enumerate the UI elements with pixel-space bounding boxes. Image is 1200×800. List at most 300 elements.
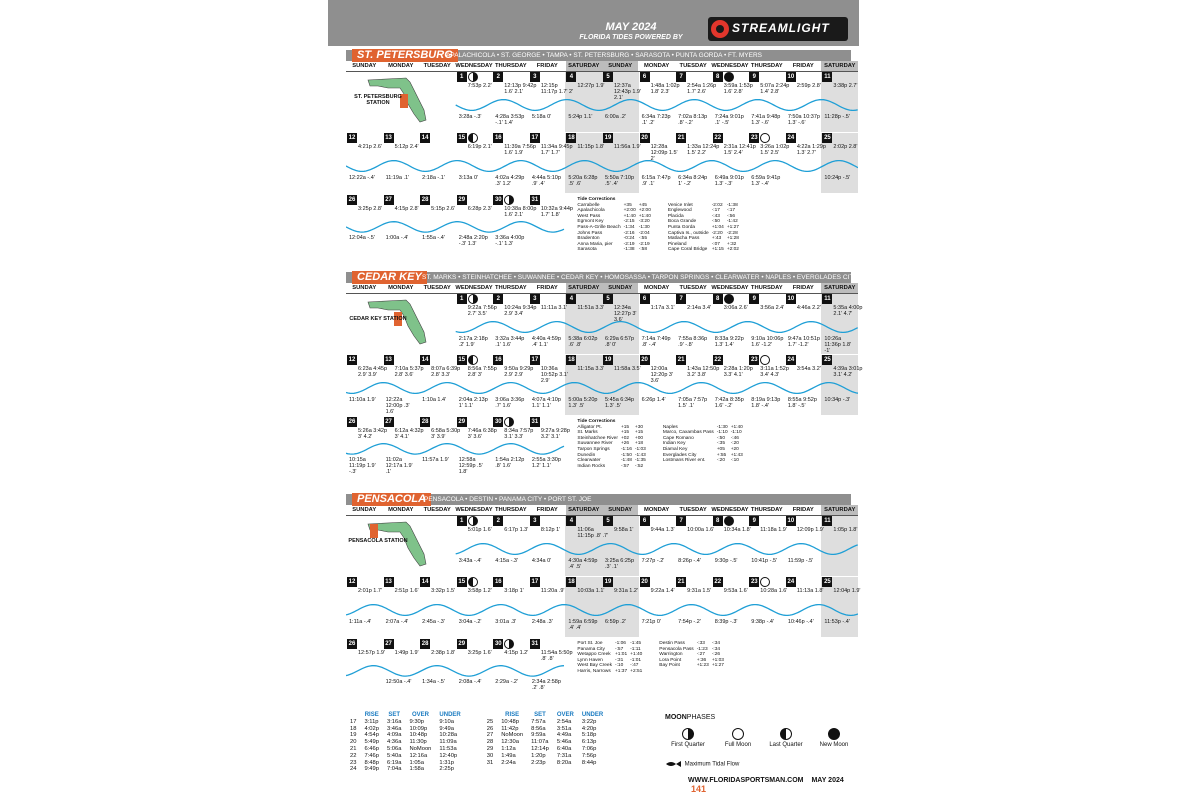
high-tide-time: 4:22a 1:29p 1.3' 2.7' xyxy=(796,144,826,156)
weekday-label: TUESDAY xyxy=(423,63,451,69)
date-box: 6 xyxy=(640,294,650,304)
date-box: 16 xyxy=(494,357,502,363)
footer-date: MAY 2024 xyxy=(811,777,844,784)
correction-cell: -1:45 xyxy=(630,641,642,646)
date-box: 6 xyxy=(640,72,650,82)
correction-cell: Egmont Key xyxy=(577,219,604,225)
high-tide-time: 11:15a 3.3' xyxy=(577,366,605,372)
correction-cell: -2:19 xyxy=(623,241,635,247)
moon-times-cell: 2:25p xyxy=(439,766,454,773)
moon-times-cell: 5:49p xyxy=(364,739,379,746)
low-tide-time: 4:44a 5:10p .9' .4' xyxy=(531,175,561,187)
max-flow-label: Maximum Tidal Flow xyxy=(684,761,740,768)
correction-cell: -:56 xyxy=(726,213,736,219)
correction-cell: -:55 xyxy=(638,236,648,242)
moon-times-column-header: RISE xyxy=(364,712,379,718)
weekday-label: TUESDAY xyxy=(679,63,707,69)
weekday-label: WEDNESDAY xyxy=(455,63,493,69)
high-tide-time: 4:21p 2.6' xyxy=(358,144,382,150)
weekday-label: FRIDAY xyxy=(536,63,558,69)
column-gap xyxy=(465,739,483,746)
moon-times-cell: 7:46p xyxy=(364,752,379,759)
high-tide-time: 12:27p 1.9' xyxy=(577,83,605,89)
full-moon-item xyxy=(715,728,761,748)
moon-phase-icon xyxy=(468,355,478,365)
high-tide-time: 4:46a 2.2' xyxy=(796,305,821,311)
date-box: 9 xyxy=(749,72,759,82)
low-tide-time: 8:33a 9:22p 1.3' 1.4' xyxy=(714,336,744,348)
high-tide-time: 2:51p 1.6' xyxy=(394,588,419,594)
weekday-label: TUESDAY xyxy=(423,285,451,291)
date-box: 13 xyxy=(385,135,392,141)
low-tide-time: 7:42a 8:35p 1.6' -.2' xyxy=(714,397,744,409)
low-tide-time: 10:24p -.5' xyxy=(824,175,851,181)
date-box: 3 xyxy=(530,294,540,304)
high-tide-time: 4:15p 2.8' xyxy=(394,206,419,212)
correction-cell: -:26 xyxy=(711,652,721,658)
correction-cell: Johns Pass xyxy=(577,230,603,236)
high-tide-time: 1:49p 1.9' xyxy=(394,650,419,656)
correction-cell: +2:00 xyxy=(623,208,636,214)
section-towns: ST. MARKS • STEINHATCHEE • SUWANNEE • CEDAR KEY • HOMOSASSA • TARPON SPRINGS • CLEARWATER • NAPLES • EVERGLADES CITY xyxy=(422,274,858,281)
weekday-label: FRIDAY xyxy=(536,507,558,513)
correction-cell: Matlacha Pass xyxy=(667,236,700,242)
last-quarter-item xyxy=(763,728,809,748)
low-tide-time: 2:29a -.2' xyxy=(495,679,519,685)
high-tide-time: 3:11a 1:52p 3.4' 4.3' xyxy=(760,366,789,378)
high-tide-time: 2:59p 2.8' xyxy=(796,83,821,89)
date-box: 31 xyxy=(531,641,539,647)
correction-cell: Marco, Caxambas Pass xyxy=(662,430,714,436)
weekday-label: FRIDAY xyxy=(792,63,814,69)
correction-cell: Bradenton xyxy=(577,236,600,242)
low-tide-time: 4:07a 4:10p 1.1' 1.1' xyxy=(531,397,561,409)
tide-week-row xyxy=(346,577,861,637)
station-label: PENSACOLA STATION xyxy=(348,538,408,544)
correction-cell: Wetappo Creek xyxy=(577,652,611,658)
correction-cell: Bay Point xyxy=(659,663,680,669)
high-tide-time: 9:58a 1' xyxy=(614,527,634,533)
high-tide-time: 4:15p 1.2' xyxy=(504,650,529,656)
moon-times-cell: 9:59a xyxy=(531,732,546,739)
column-gap xyxy=(465,732,483,739)
correction-cell: -:20 xyxy=(716,458,726,464)
weekday-label: WEDNESDAY xyxy=(455,285,493,291)
top-banner xyxy=(328,0,859,46)
high-tide-time: 3:38p 2.7' xyxy=(833,83,858,89)
moon-times-cell: 4:54p xyxy=(364,732,379,739)
high-tide-time: 9:31a 1.5' xyxy=(687,588,712,594)
moon-times-cell: 5:06a xyxy=(386,745,402,752)
weekday-label: MONDAY xyxy=(644,285,670,291)
weekday-label: THURSDAY xyxy=(750,63,783,69)
column-gap xyxy=(465,726,483,733)
date-box: 18 xyxy=(568,357,575,363)
moon-times-cell: 2:54a xyxy=(556,718,572,725)
moon-phases-title-b: PHASES xyxy=(686,714,716,721)
correction-cell: Boca Grande xyxy=(667,219,697,225)
correction-cell: +1:03 xyxy=(711,657,724,663)
high-tide-time: 11:34a 9:45p 1.7' 1.7' xyxy=(540,144,573,156)
page-number: 141 xyxy=(691,784,707,794)
weekday-label: WEDNESDAY xyxy=(711,285,749,291)
correction-cell: -:34 xyxy=(711,646,721,652)
correction-row xyxy=(577,247,742,253)
high-tide-time: 9:22a 1.4' xyxy=(650,588,675,594)
station-label: CEDAR KEY STATION xyxy=(349,316,407,322)
moon-times-column-header: SET xyxy=(388,712,401,718)
date-box: 8 xyxy=(713,294,723,304)
high-tide-time: 11:58a 3.5' xyxy=(614,366,641,372)
high-tide-time: 10:00a 1.6' xyxy=(687,527,715,533)
correction-cell: -2:28 xyxy=(726,230,738,236)
moon-times-cell: 6:13p xyxy=(581,739,597,746)
tide-wave-line xyxy=(456,322,858,333)
tide-corrections xyxy=(577,197,742,253)
correction-cell: +2:00 xyxy=(638,208,651,214)
issue-subtitle: FLORIDA TIDES POWERED BY xyxy=(579,34,683,41)
weekday-label: MONDAY xyxy=(388,507,414,513)
high-tide-time: 3:25p 1.6' xyxy=(467,650,492,656)
low-tide-time: 7:14a 7:49p .8' -.4' xyxy=(641,336,671,348)
date-box: 25 xyxy=(824,135,831,141)
moon-times-cell: 11:09a xyxy=(439,739,457,746)
moon-times-cell: 12:14p xyxy=(531,745,549,752)
low-tide-time: 5:38a 6:02p .6' .8' xyxy=(568,336,598,348)
high-tide-time: 1:33a 12:24p 1.5' 2.2' xyxy=(687,144,720,156)
sponsor-name: STREAMLIGHT xyxy=(732,21,830,35)
correction-cell: +26 xyxy=(620,441,630,447)
moon-times-cell: 8:44p xyxy=(581,759,597,766)
correction-cell: +20 xyxy=(730,446,739,452)
full-moon-icon xyxy=(732,728,744,740)
correction-cell: Punta Gorda xyxy=(667,224,696,230)
date-box: 28 xyxy=(421,419,429,425)
high-tide-time: 9:50a 9:29p 2.9' 2.9' xyxy=(504,366,534,378)
moon-times-cell: 9:49a xyxy=(439,725,454,732)
high-tide-time: 11:06a 11:15p .8' .7' xyxy=(577,527,609,539)
moon-phases-legend xyxy=(665,714,855,748)
tide-wave-line xyxy=(346,222,564,232)
correction-cell: Pensacola Pass xyxy=(659,646,694,652)
correction-cell: Tarpon Springs xyxy=(577,446,610,452)
date-box: 12 xyxy=(348,135,356,141)
correction-cell: Carrabelle xyxy=(577,202,600,208)
moon-times-cell: 18 xyxy=(350,725,357,732)
weekday-label: SUNDAY xyxy=(602,61,638,71)
low-tide-time: 8:55a 9:52p 1.8' -.5' xyxy=(787,397,817,409)
new-moon-icon xyxy=(828,728,840,740)
moon-times-cell: 7:31a xyxy=(556,752,572,759)
date-box: 22 xyxy=(714,579,722,585)
date-box: 24 xyxy=(787,579,795,585)
correction-cell: -:35 xyxy=(716,441,726,447)
moon-times-cell: 3:11p xyxy=(364,718,379,725)
correction-cell: -:52 xyxy=(634,463,644,469)
date-box: 27 xyxy=(385,419,392,425)
moon-phases-title-a: MOON xyxy=(665,714,687,721)
date-box: 21 xyxy=(677,579,685,585)
low-tide-time: 8:26p -.4' xyxy=(678,558,701,564)
low-tide-time: 7:41a 9:48p 1.3' -.6' xyxy=(751,114,781,126)
moon-times-cell: 5:18p xyxy=(581,732,597,739)
moon-times-cell: 31 xyxy=(486,759,494,766)
high-tide-time: 5:12p 2.4' xyxy=(394,144,419,150)
low-tide-time: 4:40a 4:59p .4' 1.1' xyxy=(531,336,561,348)
correction-row xyxy=(577,464,745,470)
low-tide-time: 2:48a 2:20p -.3' 1.3' xyxy=(458,235,488,247)
low-tide-time: 10:26a 11:36p 1.8' -1' xyxy=(824,336,852,354)
moon-times-cell: 1:05a xyxy=(409,759,424,766)
weekday-label: MONDAY xyxy=(644,507,670,513)
correction-cell: -1:38 xyxy=(726,202,738,208)
moon-times-cell xyxy=(483,766,497,773)
weekday-label: SUNDAY xyxy=(352,63,377,69)
date-box: 19 xyxy=(604,579,612,585)
date-column-header xyxy=(483,712,497,719)
correction-cell: -:58 xyxy=(638,247,648,253)
high-tide-time: 3:26a 1:02p 1.5' 2.5' xyxy=(760,144,790,156)
date-box: 17 xyxy=(531,579,539,585)
correction-cell: -1:35 xyxy=(634,458,646,464)
moon-times-row xyxy=(346,726,607,733)
weekday-label: SUNDAY xyxy=(602,283,638,293)
low-tide-time: 6:49a 9:01p 1.3' -.3' xyxy=(714,175,744,187)
correction-cell: Alligator Pt. xyxy=(577,424,602,430)
high-tide-time: 11:15p 1.8' xyxy=(577,144,605,150)
moon-times-cell: 11:42p xyxy=(501,725,519,732)
low-tide-time: 1:10a 1.4' xyxy=(422,397,447,403)
moon-times-cell: NoMoon xyxy=(409,745,432,752)
date-box: 14 xyxy=(421,579,429,585)
high-tide-time: 11:51a 3.3' xyxy=(577,305,605,311)
low-tide-time: 11:19a .1' xyxy=(385,175,410,181)
moon-times-cell: 1:20p xyxy=(531,752,546,759)
weekday-label: SATURDAY xyxy=(566,283,602,293)
date-box: 26 xyxy=(348,197,356,203)
correction-cell: West Bay Creek xyxy=(577,663,612,669)
high-tide-time: 12:28a 12:09p 1.5' 2' xyxy=(650,144,678,162)
date-box: 18 xyxy=(568,579,575,585)
date-box: 29 xyxy=(458,419,466,425)
high-tide-time: 4:39a 3:01p 3.1' 4.2' xyxy=(833,366,863,378)
first-quarter-moon-icon xyxy=(682,728,694,740)
correction-cell: -1:48 xyxy=(620,458,632,464)
section-name: ST. PETERSBURG xyxy=(352,49,458,62)
moon-times-cell: 7:06p xyxy=(581,745,597,752)
correction-cell: -:17 xyxy=(711,208,720,214)
section-header xyxy=(346,50,851,61)
high-tide-time: 3:25p 2.8' xyxy=(358,206,382,212)
correction-cell: -1:11 xyxy=(630,646,641,652)
correction-row xyxy=(577,669,727,675)
high-tide-time: 3:18p 1' xyxy=(504,588,524,594)
weekday-label: FRIDAY xyxy=(792,285,814,291)
moon-times-cell: 12:30a xyxy=(501,739,519,746)
low-tide-time: 10:15a 11:19p 1.9' -.3' xyxy=(349,457,376,475)
date-box: 30 xyxy=(494,197,502,203)
high-tide-time: 9:44a 1.3' xyxy=(650,527,675,533)
high-tide-time: 2:02p 2.8' xyxy=(833,144,858,150)
correction-cell: -1:01 xyxy=(630,657,642,663)
tide-wave-line xyxy=(456,544,858,555)
moon-times-cell: 3:46a xyxy=(386,725,402,732)
high-tide-time: 5:26a 3:42p 3' 4.2' xyxy=(358,428,388,440)
page-footer xyxy=(688,777,859,794)
tide-page xyxy=(328,0,863,800)
correction-cell: +1:04 xyxy=(711,224,724,230)
correction-cell: Venice Inlet xyxy=(667,202,693,208)
date-box: 15 xyxy=(458,135,466,141)
moon-times-cell xyxy=(553,766,578,773)
correction-cell: Steinhatchee River xyxy=(577,435,618,441)
low-tide-time: 3:25a 6:25p .3' .1' xyxy=(605,558,635,570)
date-box: 9 xyxy=(749,294,759,304)
low-tide-time: 1:00a -.4' xyxy=(385,235,409,241)
correction-cell: Panama City xyxy=(577,646,605,652)
date-box: 8 xyxy=(713,516,723,526)
correction-cell: -1:38 xyxy=(623,247,635,253)
low-tide-time: 4:28a 3:53p -.1' 1.4' xyxy=(495,114,525,126)
date-column-header xyxy=(346,712,360,719)
date-box: 11 xyxy=(824,518,831,524)
date-box: 27 xyxy=(385,641,392,647)
low-tide-time: 5:18a 0' xyxy=(531,114,552,120)
date-box: 30 xyxy=(494,641,502,647)
date-box: 21 xyxy=(677,135,685,141)
tide-wave-line xyxy=(346,383,858,394)
moon-phase-icon xyxy=(468,577,478,587)
moon-times-cell: 1:12a xyxy=(501,745,516,752)
correction-cell: Englewood xyxy=(667,208,692,214)
moon-times-cell: 2:23p xyxy=(531,759,546,766)
moon-times-cell: 21 xyxy=(350,745,357,752)
max-flow-legend xyxy=(665,760,739,768)
high-tide-time: 1:48a 1:02p 1.8' 2.3' xyxy=(650,83,680,95)
date-box: 15 xyxy=(458,579,466,585)
date-box: 17 xyxy=(531,357,539,363)
correction-cell: -2:15 xyxy=(623,219,635,225)
correction-cell: Cape Romano xyxy=(662,435,694,441)
date-box: 19 xyxy=(604,135,612,141)
weekday-label: TUESDAY xyxy=(423,507,451,513)
moon-phase-icon xyxy=(724,72,734,82)
high-tide-time: 8:56a 7:55p 2.8' 3' xyxy=(467,366,497,378)
high-tide-time: 6:17p 1.3' xyxy=(504,527,529,533)
moon-times-cell: 3:51a xyxy=(556,725,572,732)
low-tide-time: 5:45a 6:34p 1.3' .5' xyxy=(605,397,635,409)
correction-cell: +2:51 xyxy=(630,668,643,674)
low-tide-time: 1:11a -.4' xyxy=(349,619,372,625)
weekday-label: FRIDAY xyxy=(792,507,814,513)
high-tide-time: 10:03a 1.1' xyxy=(577,588,605,594)
moon-times-cell: 1:31p xyxy=(439,759,454,766)
correction-cell: Dunedin xyxy=(577,452,596,458)
low-tide-time: 2:08a -.4' xyxy=(458,679,482,685)
tide-week-row xyxy=(346,195,573,253)
low-tide-time: 3:01a .3' xyxy=(495,619,517,625)
correction-cell: +:32 xyxy=(726,241,737,247)
moon-times-cell: 6:46p xyxy=(364,745,379,752)
weekday-label: THURSDAY xyxy=(494,507,527,513)
high-tide-time: 8:12p 1' xyxy=(540,527,561,533)
low-tide-time: 11:59p -.5' xyxy=(787,558,814,564)
moon-phases-title xyxy=(665,714,855,721)
correction-cell: +00 xyxy=(634,435,644,441)
moon-times-cell: 28 xyxy=(486,739,494,746)
high-tide-time: 10:38a 8:00p 1.6' 2.1' xyxy=(504,206,537,218)
date-box: 16 xyxy=(494,579,502,585)
low-tide-time: 1:59a 6:59p .4' .4' xyxy=(568,619,598,631)
moon-times-cell: 8:48p xyxy=(364,759,379,766)
corrections-table xyxy=(577,641,727,675)
date-box: 28 xyxy=(421,641,429,647)
correction-cell: Pass-A-Grille Beach xyxy=(577,224,621,230)
date-box: 1 xyxy=(457,294,467,304)
correction-cell: +15 xyxy=(620,430,630,436)
low-tide-time: 7:55a 8:36p .9' -.8' xyxy=(678,336,708,348)
high-tide-time: 3:54a 3.2' xyxy=(796,366,821,372)
moon-times-cell: 6:19a xyxy=(386,759,402,766)
correction-cell: -:34 xyxy=(711,641,721,646)
high-tide-time: 11:11a 3.1' xyxy=(540,305,568,311)
correction-cell: -:10 xyxy=(615,663,624,669)
moon-times-cell: 5:40a xyxy=(386,752,402,759)
moon-phase-icon xyxy=(468,133,478,143)
date-box: 20 xyxy=(641,135,648,141)
moon-phase-icon xyxy=(724,516,734,526)
sponsor-logo-icon xyxy=(711,20,729,38)
new-moon-item xyxy=(811,728,857,748)
weekday-label: MONDAY xyxy=(388,285,414,291)
moon-times-cell: 6:40a xyxy=(556,745,572,752)
column-gap xyxy=(465,753,483,760)
tide-wave-line xyxy=(346,605,858,616)
moon-times-cell xyxy=(527,766,553,773)
moon-times-cell: 20 xyxy=(350,739,357,746)
high-tide-time: 3:32p 1.5' xyxy=(431,588,456,594)
correction-cell: -1:03 xyxy=(634,446,646,452)
low-tide-time: 2:18a -.1' xyxy=(422,175,445,181)
date-box: 23 xyxy=(750,579,758,585)
high-tide-time: 2:54a 1:26p 1.7' 2.6' xyxy=(687,83,717,95)
correction-cell: Everglades City xyxy=(662,452,697,458)
moon-times-cell: 4:20p xyxy=(581,725,597,732)
correction-cell: -:47 xyxy=(630,663,639,669)
correction-cell: -:50 xyxy=(711,219,720,225)
date-box: 17 xyxy=(531,135,539,141)
moon-times-cell: 25 xyxy=(486,718,494,725)
tide-week-row xyxy=(346,355,863,415)
high-tide-time: 5:07a 2:24p 1.4' 2.8' xyxy=(760,83,790,95)
low-tide-time: 3:36a 4:00p -.1' 1.3' xyxy=(495,235,525,247)
footer-site: WWW.FLORIDASPORTSMAN.COM xyxy=(688,777,804,784)
moon-phase-icon xyxy=(468,294,478,304)
date-box: 21 xyxy=(677,357,685,363)
low-tide-time: 1:34a -.5' xyxy=(422,679,445,685)
low-tide-time: 11:53p -.4' xyxy=(824,619,850,625)
correction-cell xyxy=(731,464,746,470)
low-tide-time: 12:58a 12:59p .5' 1.8' xyxy=(458,457,483,475)
correction-cell: +1:40 xyxy=(638,213,651,219)
corrections-table xyxy=(577,419,745,469)
weekday-label: SATURDAY xyxy=(566,61,602,71)
date-box: 15 xyxy=(458,357,466,363)
correction-cell: -:57 xyxy=(620,463,630,469)
moon-times-cell: 9:10a xyxy=(439,718,454,725)
weekday-label: SUNDAY xyxy=(352,285,377,291)
high-tide-time: 10:32a 9:44p 1.7' 1.8' xyxy=(540,206,573,218)
